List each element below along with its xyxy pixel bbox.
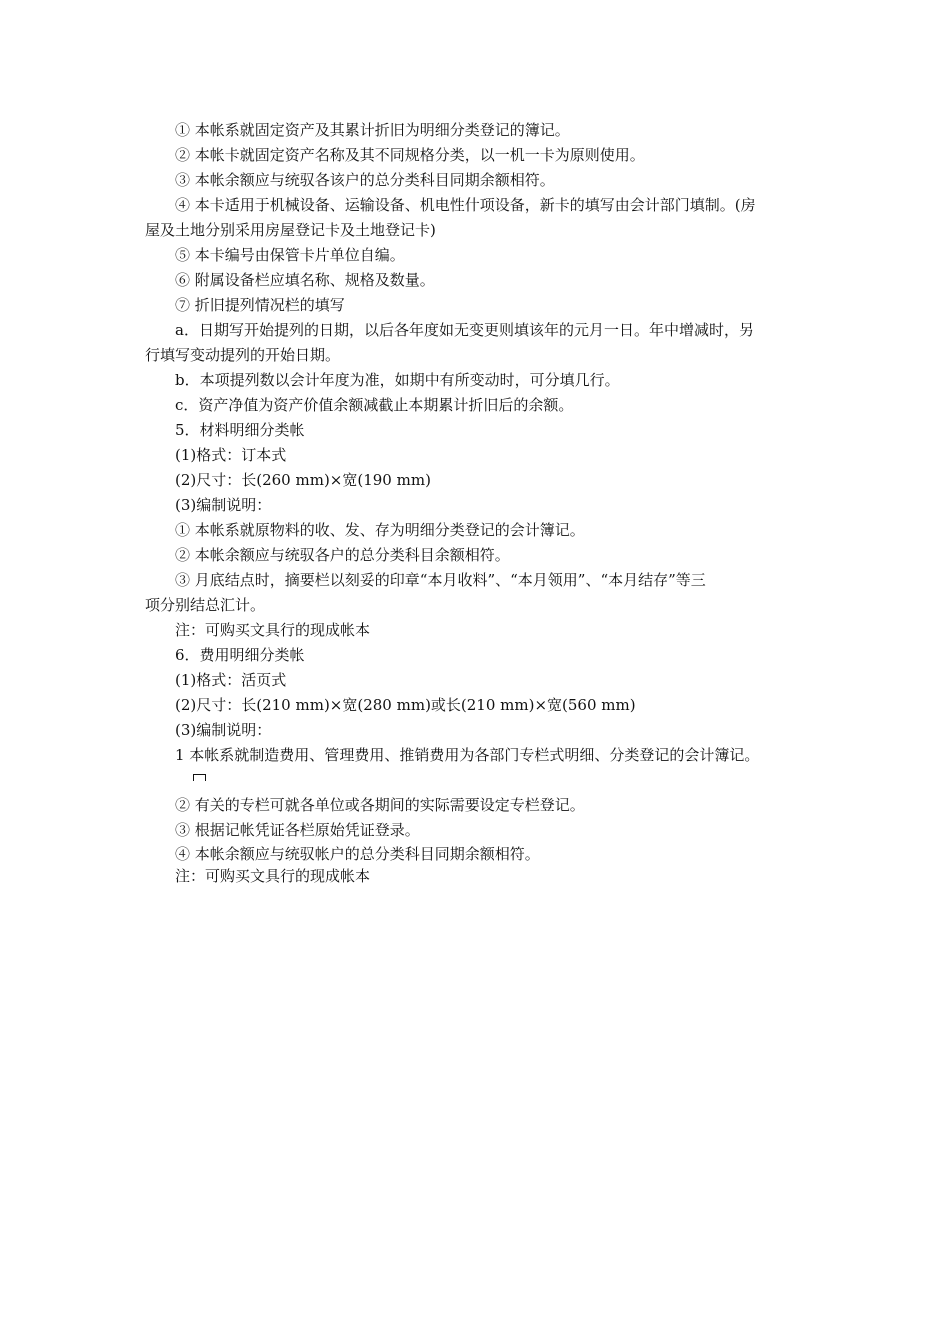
paragraph-line: (2)尺寸：长(210 mm)×宽(280 mm)或长(210 mm)×宽(560 mm) [175,696,636,714]
paragraph-line: ⑦ 折旧提列情况栏的填写 [175,296,345,314]
paragraph-line: ③ 本帐余额应与统驭各该户的总分类科目同期余额相符。 [175,171,555,189]
document-body [145,118,813,887]
paragraph-line: 项分别结总汇计。 [145,596,266,614]
section-heading: 6．费用明细分类帐 [175,646,305,664]
section-heading: 5．材料明细分类帐 [175,421,305,439]
paragraph-line: ④ 本帐余额应与统驭帐户的总分类科目同期余额相符。 [175,845,540,863]
paragraph-line: ② 本帐余额应与统驭各户的总分类科目余额相符。 [175,546,510,564]
paragraph-line: c．资产净值为资产价值余额减截止本期累计折旧后的余额。 [175,396,574,414]
note-line: 注：可购买文具行的现成帐本 [175,621,371,639]
paragraph-line: 1 本帐系就制造费用、管理费用、推销费用为各部门专栏式明细、分类登记的会计簿记。 [175,746,760,764]
paragraph-line: (3)编制说明： [175,721,272,739]
paragraph-line: ① 本帐系就固定资产及其累计折旧为明细分类登记的簿记。 [175,121,570,139]
bracket-mark-icon [193,774,206,781]
bracket-mark-line [145,768,813,793]
paragraph-line: ⑤ 本卡编号由保管卡片单位自编。 [175,246,405,264]
paragraph-line: 行填写变动提列的开始日期。 [145,346,341,364]
paragraph-line: ② 本帐卡就固定资产名称及其不同规格分类，以一机一卡为原则使用。 [175,146,645,164]
paragraph-line: (1)格式：活页式 [175,671,287,689]
paragraph-line: a．日期写开始提列的日期，以后各年度如无变更则填该年的元月一日。年中增减时，另 [175,321,754,339]
paragraph-line: ④ 本卡适用于机械设备、运输设备、机电性什项设备，新卡的填写由会计部门填制。(房 [175,196,756,214]
paragraph-line: ③ 月底结点时，摘要栏以刻妥的印章“本月收料”、“本月领用”、“本月结存”等三 [175,571,706,589]
paragraph-line: ⑥ 附属设备栏应填名称、规格及数量。 [175,271,435,289]
note-line: 注：可购买文具行的现成帐本 [175,867,371,885]
paragraph-line: ① 本帐系就原物料的收、发、存为明细分类登记的会计簿记。 [175,521,585,539]
paragraph-line: (1)格式：订本式 [175,446,287,464]
paragraph-line: (2)尺寸：长(260 mm)×宽(190 mm) [175,471,431,489]
paragraph-line: 屋及土地分别采用房屋登记卡及土地登记卡) [145,221,436,239]
paragraph-line: ② 有关的专栏可就各单位或各期间的实际需要设定专栏登记。 [175,796,585,814]
paragraph-line: b．本项提列数以会计年度为准，如期中有所变动时，可分填几行。 [175,371,620,389]
paragraph-line: ③ 根据记帐凭证各栏原始凭证登录。 [175,821,420,839]
paragraph-line: (3)编制说明： [175,496,272,514]
